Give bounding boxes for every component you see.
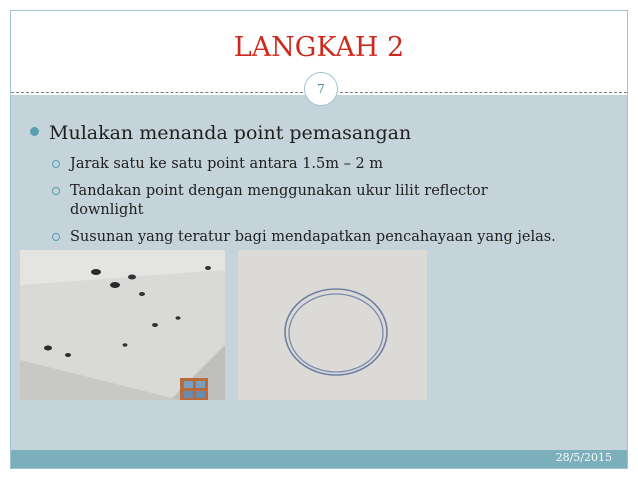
sub-bullet (52, 155, 612, 174)
sub-bullet-text: Tandakan point dengan menggunakan ukur lilit reflector (70, 183, 488, 199)
sub-bullet-text: Jarak satu ke satu point antara 1.5m – 2 m (70, 156, 384, 172)
ceiling-photo-drawing (20, 250, 225, 400)
bullet-dot-icon (30, 127, 39, 136)
bullet-ring-icon (52, 187, 60, 195)
slide-date: 28/5/2015 (555, 451, 612, 464)
footer-bar (11, 450, 627, 468)
main-bullet (30, 122, 411, 144)
bullet-ring-icon (52, 160, 60, 168)
sub-bullet (52, 228, 612, 247)
sub-bullet-text: Susunan yang teratur bagi mendapatkan pencahayaan yang jelas. (70, 229, 556, 245)
slide-title: LANGKAH 2 (233, 32, 405, 63)
sub-bullet-continuation: downlight (70, 202, 144, 218)
slide-number-badge (304, 72, 338, 106)
slide-number: 7 (317, 82, 325, 96)
ceiling-photo (20, 250, 225, 400)
sub-bullet (52, 182, 612, 220)
main-bullet-text: Mulakan menanda point pemasangan (49, 122, 412, 144)
circle-mark-photo (238, 250, 427, 400)
circle-mark-drawing (238, 250, 427, 400)
bullet-ring-icon (52, 233, 60, 241)
